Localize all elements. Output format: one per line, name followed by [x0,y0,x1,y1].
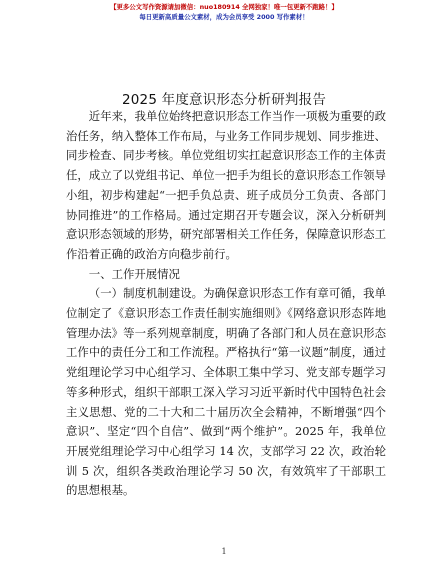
promo-banner [0,2,448,22]
document-body [66,107,386,501]
promo-line-1: 【更多公文写作资源请加微信：nuo180914 全网独家！唯一包更新不跑路！】 [110,3,338,11]
page-number: 1 [221,547,227,556]
intro-paragraph: 近年来，我单位始终把意识形态工作当作一项极为重要的政治任务，纳入整体工作布局，与业务工作同步规划、同步推进、同步检查、同步考核。单位党组切实扛起意识形态工作的主体责任，成立了以党组书记、单位一把手为组长的意识形态工作领导小组，初步构建起“一把手负总责、班子成员分工负责、各部门协同推进”的工作格局。通过定期召开专题会议，深入分析研判意识形态领域的形势，研究部署相关工作任务，保障意识形态工作沿着正确的政治方向稳步前行。 [66,109,386,261]
section-heading: 一、工作开展情况 [88,266,180,281]
subsection-paragraph: （一）制度机制建设。为确保意识形态工作有章可循，我单位制定了《意识形态工作责任制实施细则》《网络意识形态阵地管理办法》等一系列规章制度，明确了各部门和人员在意识形态工作中的责任分工和工作流程。严格执行“第一议题”制度，通过党组理论学习中心组学习、全体职工集中学习、党支部专题学习等多种形式，组织干部职工深入学习习近平新时代中国特色社会主义思想、党的二十大和二十届历次全会精神，不断增强“四个意识”、坚定“四个自信”、做到“两个维护”。2025 年，我单位开展党组理论学习中心组学习 14 次，支部学习 22 次，政治轮训 5 次，组织各类政治理论学习 50 次，有效筑牢了干部职工的思想根基。 [66,286,386,498]
document-title: 2025 年度意识形态分析研判报告 [121,92,327,108]
promo-line-2: 每日更新高质量公文素材，成为会员享受 2000 写作素材！ [139,13,309,21]
